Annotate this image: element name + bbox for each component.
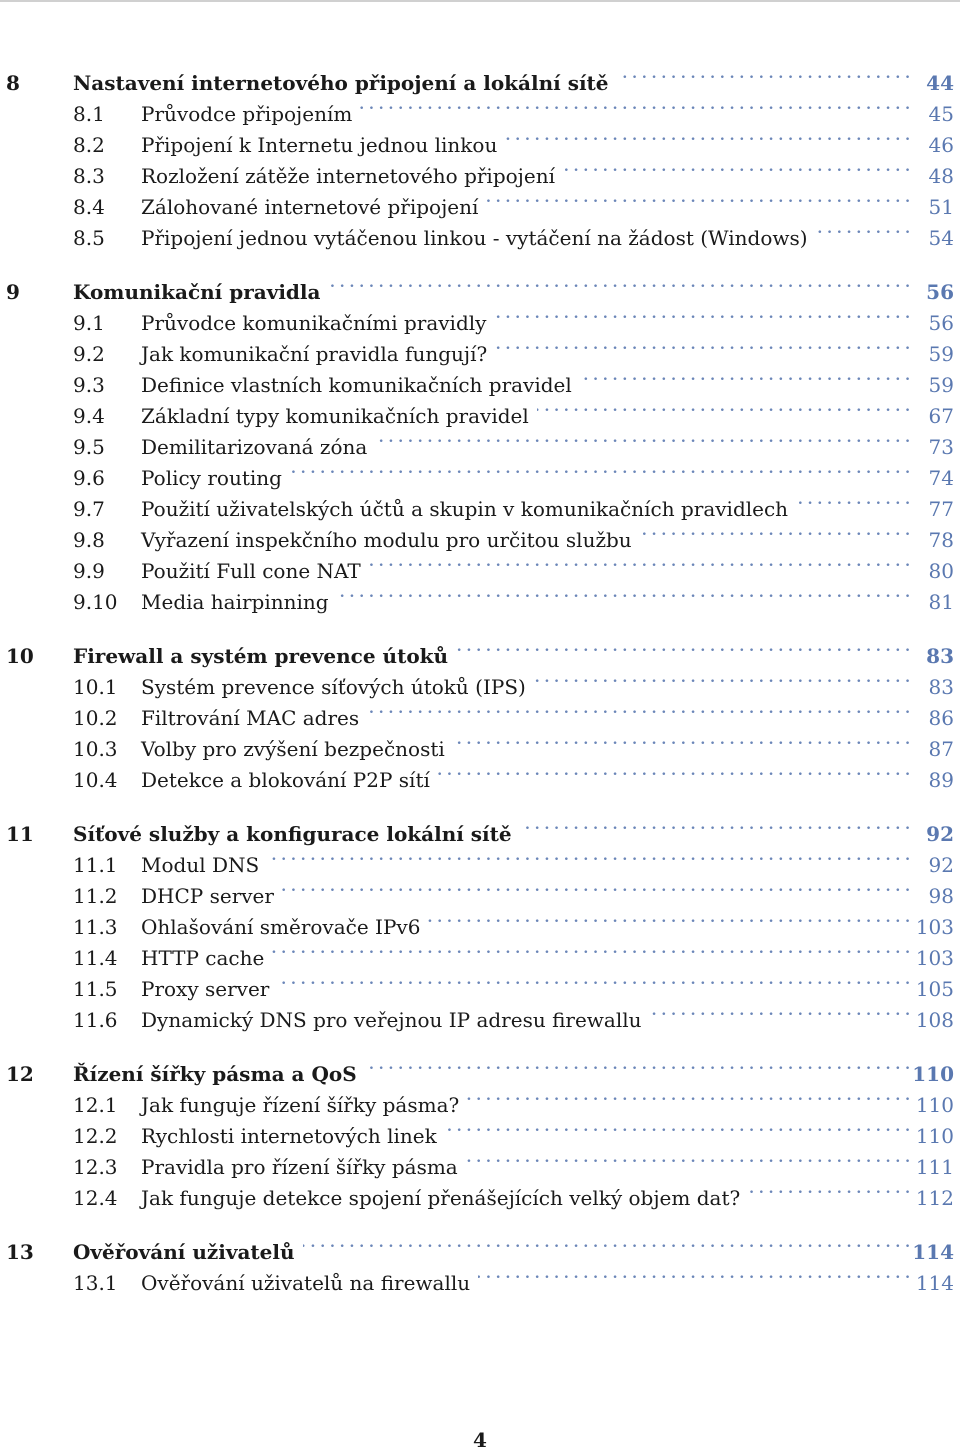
dot-leader — [486, 183, 910, 214]
entry-number: 9.7 — [73, 497, 105, 521]
dot-leader — [748, 1174, 910, 1205]
dot-leader — [365, 1050, 910, 1081]
dot-leader — [816, 214, 910, 245]
entry-number: 9.1 — [73, 311, 105, 335]
entry-title[interactable]: Vyřazení inspekčního modulu pro určitou službu — [141, 528, 632, 552]
dot-leader — [303, 1228, 910, 1259]
dot-leader — [290, 454, 910, 485]
entry-page-number[interactable]: 112 — [915, 1186, 954, 1210]
entry-number: 12 — [6, 1062, 34, 1086]
entry-title[interactable]: Připojení k Internetu jednou linkou — [141, 133, 498, 157]
entry-page-number[interactable]: 74 — [928, 466, 954, 490]
entry-number: 8.5 — [73, 226, 105, 250]
entry-number: 9.4 — [73, 404, 105, 428]
dot-leader — [375, 423, 910, 454]
entry-title[interactable]: Použití Full cone NAT — [141, 559, 361, 583]
entry-number: 11 — [6, 822, 34, 846]
entry-title[interactable]: Připojení jednou vytáčenou linkou - vytáčení na žádost (Windows) — [141, 226, 808, 250]
entry-page-number[interactable]: 56 — [928, 311, 954, 335]
toc-chapter — [0, 810, 960, 1032]
dot-leader — [563, 152, 910, 183]
entry-title[interactable]: Síťové služby a konfigurace lokální sítě — [73, 822, 512, 846]
entry-page-number[interactable]: 77 — [928, 497, 954, 521]
dot-leader — [796, 485, 910, 516]
dot-leader — [650, 996, 910, 1027]
entry-number: 13.1 — [73, 1271, 118, 1295]
entry-page-number[interactable]: 110 — [915, 1124, 954, 1148]
entry-page-number[interactable]: 45 — [928, 102, 954, 126]
dot-leader — [360, 90, 910, 121]
entry-title[interactable]: Systém prevence síťových útoků (IPS) — [141, 675, 526, 699]
entry-title[interactable]: Ověřování uživatelů — [73, 1240, 295, 1264]
entry-title[interactable]: Media hairpinning — [141, 590, 329, 614]
entry-number: 11.6 — [73, 1008, 118, 1032]
entry-title[interactable]: Rozložení zátěže internetového připojení — [141, 164, 555, 188]
dot-leader — [267, 841, 910, 872]
entry-title[interactable]: DHCP server — [141, 884, 274, 908]
entry-number: 10.1 — [73, 675, 118, 699]
entry-number: 9.5 — [73, 435, 105, 459]
entry-number: 9.2 — [73, 342, 105, 366]
entry-title[interactable]: Demilitarizovaná zóna — [141, 435, 368, 459]
entry-title[interactable]: Komunikační pravidla — [73, 280, 321, 304]
entry-number: 10 — [6, 644, 34, 668]
entry-number: 11.3 — [73, 915, 118, 939]
dot-leader — [369, 547, 910, 578]
entry-page-number[interactable]: 59 — [928, 373, 954, 397]
dot-leader — [328, 268, 910, 299]
entry-page-number[interactable]: 114 — [912, 1240, 954, 1264]
entry-title[interactable]: Průvodce připojením — [141, 102, 353, 126]
entry-number: 11.5 — [73, 977, 118, 1001]
dot-leader — [456, 632, 910, 663]
dot-leader — [580, 361, 910, 392]
entry-page-number[interactable]: 51 — [928, 195, 954, 219]
dot-leader — [537, 392, 910, 423]
toc-chapter-entry[interactable] — [0, 632, 960, 668]
dot-leader — [478, 1259, 910, 1290]
entry-number: 8 — [6, 71, 20, 95]
entry-page-number[interactable]: 73 — [928, 435, 954, 459]
entry-page-number[interactable]: 92 — [928, 853, 954, 877]
entry-page-number[interactable]: 108 — [915, 1008, 954, 1032]
dot-leader — [337, 578, 910, 609]
entry-title[interactable]: Detekce a blokování P2P sítí — [141, 768, 430, 792]
entry-page-number[interactable]: 78 — [928, 528, 954, 552]
dot-leader — [272, 934, 910, 965]
dot-leader — [495, 330, 910, 361]
entry-page-number[interactable]: 80 — [928, 559, 954, 583]
entry-page-number[interactable]: 114 — [915, 1271, 954, 1295]
entry-title[interactable]: Použití uživatelských účtů a skupin v komunikačních pravidlech — [141, 497, 789, 521]
entry-title[interactable]: Firewall a systém prevence útoků — [73, 644, 449, 668]
entry-page-number[interactable]: 110 — [912, 1062, 954, 1086]
entry-page-number[interactable]: 111 — [915, 1155, 954, 1179]
entry-title[interactable]: Proxy server — [141, 977, 270, 1001]
entry-page-number[interactable]: 46 — [928, 133, 954, 157]
entry-title[interactable]: Jak funguje detekce spojení přenášejících velký objem dat? — [141, 1186, 741, 1210]
toc-chapter-entry[interactable] — [0, 1050, 960, 1086]
toc-chapter-entry[interactable] — [0, 1228, 960, 1264]
entry-page-number[interactable]: 87 — [928, 737, 954, 761]
entry-page-number[interactable]: 83 — [928, 675, 954, 699]
entry-number: 9.8 — [73, 528, 105, 552]
entry-page-number[interactable]: 103 — [915, 946, 954, 970]
entry-number: 13 — [6, 1240, 34, 1264]
dot-leader — [367, 694, 910, 725]
entry-title[interactable]: HTTP cache — [141, 946, 265, 970]
dot-leader — [617, 59, 910, 90]
toc-chapter-entry[interactable] — [0, 268, 960, 304]
entry-number: 8.4 — [73, 195, 105, 219]
entry-page-number[interactable]: 86 — [928, 706, 954, 730]
dot-leader — [445, 1112, 910, 1143]
entry-title[interactable]: Rychlosti internetových linek — [141, 1124, 437, 1148]
dot-leader — [520, 810, 910, 841]
entry-number: 12.1 — [73, 1093, 118, 1117]
entry-title[interactable]: Filtrování MAC adres — [141, 706, 360, 730]
entry-number: 12.3 — [73, 1155, 118, 1179]
entry-page-number[interactable]: 83 — [926, 644, 954, 668]
dot-leader — [282, 872, 910, 903]
entry-number: 9.10 — [73, 590, 118, 614]
entry-title[interactable]: Základní typy komunikačních pravidel — [141, 404, 529, 428]
entry-number: 8.2 — [73, 133, 105, 157]
entry-page-number[interactable]: 67 — [928, 404, 954, 428]
entry-number: 10.4 — [73, 768, 118, 792]
entry-page-number[interactable]: 98 — [928, 884, 954, 908]
dot-leader — [438, 756, 910, 787]
toc-chapter-entry[interactable] — [0, 810, 960, 846]
entry-page-number[interactable]: 54 — [928, 226, 954, 250]
entry-title[interactable]: Jak funguje řízení šířky pásma? — [141, 1093, 460, 1117]
entry-title[interactable]: Průvodce komunikačními pravidly — [141, 311, 487, 335]
entry-title[interactable]: Nastavení internetového připojení a lokální sítě — [73, 71, 609, 95]
dot-leader — [277, 965, 910, 996]
page-number: 4 — [473, 1428, 487, 1452]
entry-title[interactable]: Řízení šířky pásma a QoS — [73, 1062, 357, 1086]
entry-page-number[interactable]: 48 — [928, 164, 954, 188]
entry-title[interactable]: Jak komunikační pravidla fungují? — [141, 342, 488, 366]
entry-title[interactable]: Policy routing — [141, 466, 282, 490]
dot-leader — [453, 725, 910, 756]
dot-leader — [428, 903, 910, 934]
table-of-contents — [0, 59, 960, 1313]
entry-page-number[interactable]: 92 — [926, 822, 954, 846]
entry-title[interactable]: Ověřování uživatelů na firewallu — [141, 1271, 471, 1295]
toc-chapter — [0, 268, 960, 614]
entry-title[interactable]: Dynamický DNS pro veřejnou IP adresu firewallu — [141, 1008, 642, 1032]
entry-number: 10.2 — [73, 706, 118, 730]
entry-number: 8.3 — [73, 164, 105, 188]
entry-title[interactable]: Definice vlastních komunikačních pravidel — [141, 373, 572, 397]
entry-title[interactable]: Volby pro zvýšení bezpečnosti — [141, 737, 445, 761]
entry-number: 11.1 — [73, 853, 118, 877]
entry-number: 9.9 — [73, 559, 105, 583]
entry-page-number[interactable]: 59 — [928, 342, 954, 366]
top-rule — [0, 0, 960, 2]
entry-number: 10.3 — [73, 737, 118, 761]
entry-number: 8.1 — [73, 102, 105, 126]
toc-chapter — [0, 632, 960, 792]
entry-page-number[interactable]: 81 — [928, 590, 954, 614]
entry-number: 11.4 — [73, 946, 118, 970]
dot-leader — [466, 1143, 910, 1174]
entry-number: 12.2 — [73, 1124, 118, 1148]
dot-leader — [505, 121, 910, 152]
entry-page-number[interactable]: 105 — [915, 977, 954, 1001]
toc-chapter — [0, 1050, 960, 1210]
entry-page-number[interactable]: 103 — [915, 915, 954, 939]
toc-chapter-entry[interactable] — [0, 59, 960, 95]
entry-title[interactable]: Ohlašování směrovače IPv6 — [141, 915, 421, 939]
entry-title[interactable]: Pravidla pro řízení šířky pásma — [141, 1155, 458, 1179]
dot-leader — [640, 516, 910, 547]
entry-number: 12.4 — [73, 1186, 118, 1210]
entry-page-number[interactable]: 110 — [915, 1093, 954, 1117]
entry-page-number[interactable]: 89 — [928, 768, 954, 792]
entry-number: 9.3 — [73, 373, 105, 397]
entry-title[interactable]: Zálohované internetové připojení — [141, 195, 479, 219]
entry-number: 9.6 — [73, 466, 105, 490]
dot-leader — [494, 299, 910, 330]
dot-leader — [534, 663, 910, 694]
entry-page-number[interactable]: 44 — [926, 71, 954, 95]
entry-title[interactable]: Modul DNS — [141, 853, 260, 877]
entry-number: 11.2 — [73, 884, 118, 908]
toc-chapter — [0, 59, 960, 250]
toc-chapter — [0, 1228, 960, 1295]
dot-leader — [467, 1081, 910, 1112]
entry-page-number[interactable]: 56 — [926, 280, 954, 304]
entry-number: 9 — [6, 280, 20, 304]
